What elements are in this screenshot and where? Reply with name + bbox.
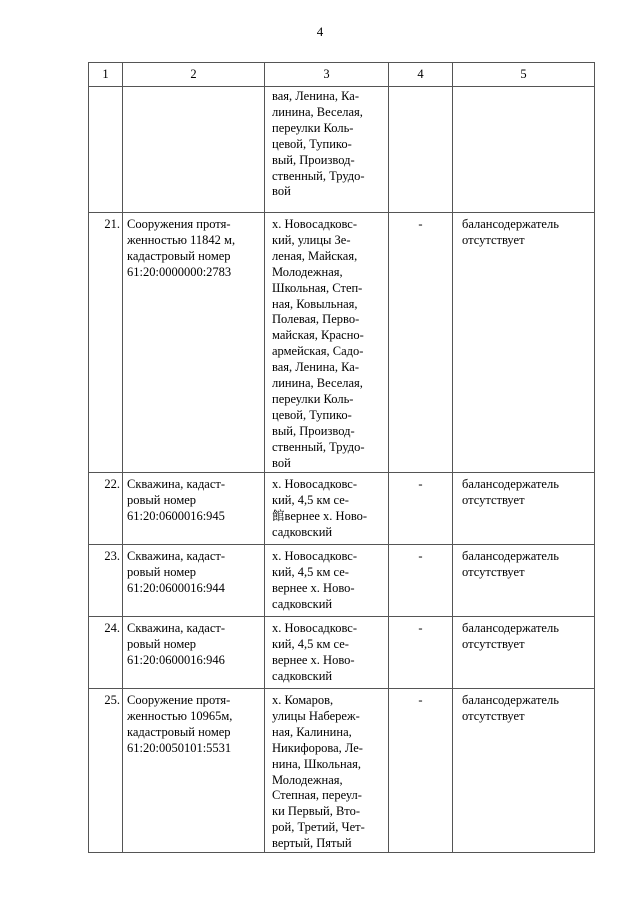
address-line: ственный, Трудо- (272, 439, 365, 454)
name-line: женностью 11842 м, (127, 232, 236, 247)
address-line: цевой, Тупико- (272, 136, 352, 151)
name-line: ровый номер (127, 492, 197, 507)
name-line: женностью 10965м, (127, 708, 233, 723)
owner-line: отсутствует (462, 232, 525, 247)
address-line: вертый, Пятый (272, 836, 352, 851)
address-line: ная, Ковыльная, (272, 296, 358, 311)
address-cell (265, 87, 389, 213)
address-cell (265, 689, 389, 853)
column-header: 5 (453, 63, 595, 87)
address-line: ки Первый, Вто- (272, 804, 361, 819)
name-cell (123, 87, 265, 213)
address-line: линина, Веселая, (272, 376, 363, 391)
name-line: Скважина, кадаст- (127, 549, 226, 563)
address-line: переулки Коль- (272, 391, 354, 406)
address-line: Степная, переул- (272, 788, 362, 803)
address-cell (265, 473, 389, 545)
address-line: армейская, Садо- (272, 344, 364, 359)
owner-line: балансодержатель (462, 549, 559, 563)
owner-line: балансодержатель (462, 477, 559, 491)
col4-cell (389, 87, 453, 213)
address-line: вый, Производ- (272, 423, 355, 438)
owner-line: балансодержатель (462, 217, 559, 231)
name-line: 61:20:0600016:944 (127, 580, 225, 595)
name-cell (123, 545, 265, 617)
address-line: вой (272, 184, 291, 199)
address-line: садковский (272, 596, 333, 611)
name-line: кадастровый номер (127, 724, 231, 739)
name-line: Скважина, кадаст- (127, 621, 226, 635)
owner-cell (453, 87, 595, 213)
name-line: Сооружения протя- (127, 217, 231, 231)
address-line: рой, Третий, Чет- (272, 820, 365, 835)
address-line: Никифорова, Ле- (272, 740, 363, 755)
address-line: Молодежная, (272, 772, 343, 787)
table-row (89, 545, 595, 617)
name-cell (123, 617, 265, 689)
address-line: Молодежная, (272, 264, 343, 279)
owner-cell (453, 473, 595, 545)
col4-cell: - (389, 213, 453, 473)
row-number: 25. (89, 689, 123, 853)
address-line: улицы Набереж- (272, 708, 360, 723)
number-cell (89, 87, 123, 213)
name-cell (123, 473, 265, 545)
address-line: ная, Калинина, (272, 724, 352, 739)
row-number: 22. (89, 473, 123, 545)
col4-cell: - (389, 473, 453, 545)
address-line: Школьная, Степ- (272, 280, 363, 295)
address-cell (265, 617, 389, 689)
owner-cell (453, 545, 595, 617)
address-line: садковский (272, 668, 333, 683)
name-cell (123, 689, 265, 853)
row-number: 23. (89, 545, 123, 617)
address-line: вая, Ленина, Ка- (272, 89, 359, 103)
address-line: х. Новосадковс- (272, 217, 357, 231)
address-line: х. Новосадковс- (272, 621, 357, 635)
address-line: кий, улицы Зе- (272, 232, 351, 247)
address-line: вая, Ленина, Ка- (272, 360, 359, 375)
address-line: 館вернее х. Ново- (272, 508, 368, 523)
owner-line: балансодержатель (462, 693, 559, 707)
address-line: вый, Производ- (272, 152, 355, 167)
row-number: 21. (89, 213, 123, 473)
column-header: 1 (89, 63, 123, 87)
owner-cell (453, 617, 595, 689)
address-line: майская, Красно- (272, 328, 364, 343)
address-line: садковский (272, 524, 333, 539)
table-row (89, 617, 595, 689)
column-header: 2 (123, 63, 265, 87)
address-line: вернее х. Ново- (272, 652, 355, 667)
address-line: х. Комаров, (272, 693, 334, 707)
owner-line: отсутствует (462, 564, 525, 579)
address-line: Полевая, Перво- (272, 312, 360, 327)
address-line: кий, 4,5 км се- (272, 564, 349, 579)
owner-cell (453, 213, 595, 473)
owner-line: отсутствует (462, 492, 525, 507)
name-cell (123, 213, 265, 473)
column-header: 3 (265, 63, 389, 87)
address-line: х. Новосадковс- (272, 477, 357, 491)
name-line: ровый номер (127, 564, 197, 579)
page-number: 4 (316, 24, 324, 39)
continuation-row (89, 87, 595, 213)
table-row (89, 473, 595, 545)
name-line: 61:20:0000000:2783 (127, 264, 232, 279)
table-row (89, 213, 595, 473)
column-header: 4 (389, 63, 453, 87)
name-line: кадастровый номер (127, 248, 231, 263)
table-header-row (89, 63, 595, 87)
name-line: Сооружение протя- (127, 693, 231, 707)
address-line: леная, Майская, (272, 248, 358, 263)
name-line: 61:20:0600016:946 (127, 652, 225, 667)
address-line: переулки Коль- (272, 120, 354, 135)
col4-cell: - (389, 545, 453, 617)
owner-line: балансодержатель (462, 621, 559, 635)
name-line: 61:20:0600016:945 (127, 508, 225, 523)
address-cell (265, 545, 389, 617)
name-line: 61:20:0050101:5531 (127, 740, 232, 755)
col4-cell: - (389, 689, 453, 853)
address-line: линина, Веселая, (272, 104, 363, 119)
address-line: кий, 4,5 км се- (272, 492, 349, 507)
address-line: цевой, Тупико- (272, 407, 352, 422)
owner-line: отсутствует (462, 708, 525, 723)
property-table (88, 62, 595, 853)
address-line: вернее х. Ново- (272, 580, 355, 595)
address-line: вой (272, 455, 291, 470)
address-line: ственный, Трудо- (272, 168, 365, 183)
address-line: х. Новосадковс- (272, 549, 357, 563)
owner-line: отсутствует (462, 636, 525, 651)
row-number: 24. (89, 617, 123, 689)
owner-cell (453, 689, 595, 853)
address-line: кий, 4,5 км се- (272, 636, 349, 651)
col4-cell: - (389, 617, 453, 689)
address-cell (265, 213, 389, 473)
name-line: ровый номер (127, 636, 197, 651)
name-line: Скважина, кадаст- (127, 477, 226, 491)
table-row (89, 689, 595, 853)
address-line: нина, Школьная, (272, 756, 362, 771)
